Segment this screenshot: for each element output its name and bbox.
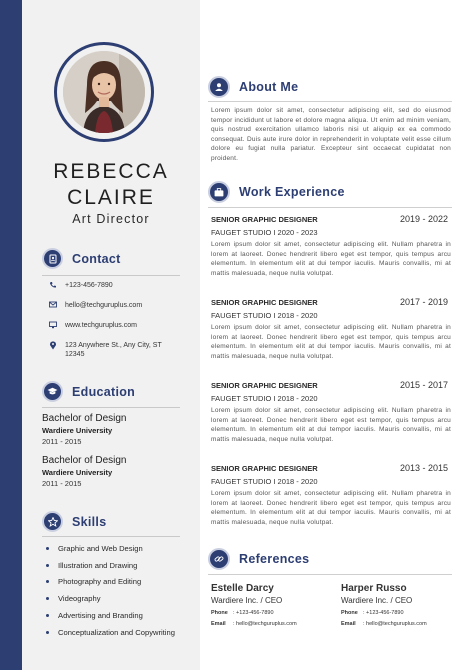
profile-photo [63, 51, 145, 133]
email-icon [48, 301, 58, 310]
phone-icon [48, 281, 58, 291]
education-item: Bachelor of Design Wardiere University 2011 - 2015 [42, 413, 127, 446]
job-description: Lorem ipsum dolor sit amet, consectetur adipiscing elit. Nullam pharetra in lorem at laoreet. Donec hendrerit libero eget est tempor, quis tempus arcu elementum. In elementum elit at dui tempor iaculis. Mauris convallis, mi at mattis malesuada, neque nulla volutpat. [211, 407, 451, 443]
job-title: SENIOR GRAPHIC DESIGNER [211, 298, 318, 307]
job-role: Art Director [72, 212, 150, 226]
education-item: Bachelor of Design Wardiere University 2011 - 2015 [42, 455, 127, 488]
skills-title: Skills [72, 514, 107, 529]
about-divider [208, 101, 452, 102]
monitor-icon [48, 321, 58, 331]
job-title: SENIOR GRAPHIC DESIGNER [211, 215, 318, 224]
list-item: Illustration and Drawing [46, 557, 175, 574]
first-name: REBECCA [53, 160, 169, 183]
job-years: 2013 - 2015 [399, 463, 448, 473]
sidebar [22, 0, 200, 670]
references-title: References [239, 552, 310, 566]
skills-list [46, 540, 175, 641]
location-pin-icon [48, 341, 58, 352]
education-divider [42, 407, 180, 408]
education-title: Education [72, 384, 136, 399]
about-text: Lorem ipsum dolor sit amet, consectetur adipiscing elit, sed do eiusmod tempor incididunt ut labore et dolore magna aliqua. Ut enim ad minim veniam, quis nostrud exercitation ullamco laboris nisi ut aliquip ex ea commodo consequat. Duis aute irure dolor in reprehenderit in voluptate velit esse cillum dolore eu fugiat nulla pariatur. Excepteur sint occaecat cupidatat non proident. [211, 107, 451, 162]
contact-heading [42, 248, 121, 269]
job-company: FAUGET STUDIO I 2018 - 2020 [211, 477, 318, 486]
experience-heading [208, 181, 345, 203]
list-item: Conceptualization and Copywriting [46, 624, 175, 641]
about-heading [208, 76, 298, 98]
job-description: Lorem ipsum dolor sit amet, consectetur adipiscing elit. Nullam pharetra in lorem at laoreet. Donec hendrerit libero eget est tempor, quis tempus arcu elementum. In elementum elit at dui tempor iaculis. Mauris convallis, mi at mattis malesuada, neque nulla volutpat. [211, 324, 451, 360]
job-title: SENIOR GRAPHIC DESIGNER [211, 381, 318, 390]
last-name: CLAIRE [67, 186, 155, 209]
reference-card: Estelle Darcy Wardiere Inc. / CEO Phone : +123-456-7890 Email : hello@techguruplus.com [211, 583, 297, 627]
skills-divider [42, 536, 180, 537]
education-heading [42, 381, 135, 402]
profile-photo-frame [54, 42, 154, 142]
job-company: FAUGET STUDIO I 2020 - 2023 [211, 228, 318, 237]
list-item: Videography [46, 590, 175, 607]
experience-divider [208, 207, 452, 208]
job-company: FAUGET STUDIO I 2018 - 2020 [211, 394, 318, 403]
list-item: Graphic and Web Design [46, 540, 175, 557]
graduation-cap-icon [42, 381, 63, 402]
star-icon [42, 511, 63, 532]
job-years: 2015 - 2017 [399, 380, 448, 390]
references-heading [208, 548, 309, 570]
main-content [200, 0, 474, 670]
contact-book-icon [42, 248, 63, 269]
list-item: Photography and Editing [46, 574, 175, 591]
contact-divider [42, 275, 180, 276]
skills-heading [42, 511, 106, 532]
contact-email: hello@techguruplus.com [48, 301, 165, 310]
job-years: 2017 - 2019 [399, 297, 448, 307]
reference-card: Harper Russo Wardiere Inc. / CEO Phone : +123-456-7890 Email : hello@techguruplus.com [341, 583, 427, 627]
job-years: 2019 - 2022 [399, 214, 448, 224]
briefcase-icon [208, 181, 230, 203]
references-divider [208, 574, 452, 575]
contact-title: Contact [72, 251, 121, 266]
link-icon [208, 548, 230, 570]
contact-phone: +123-456-7890 [48, 281, 165, 291]
contact-address: 123 Anywhere St., Any City, ST 12345 [48, 341, 165, 359]
job-company: FAUGET STUDIO I 2018 - 2020 [211, 311, 318, 320]
experience-title: Work Experience [239, 185, 345, 199]
job-description: Lorem ipsum dolor sit amet, consectetur adipiscing elit. Nullam pharetra in lorem at laoreet. Donec hendrerit libero eget est tempor, quis tempus arcu elementum. In elementum elit at dui tempor iaculis. Mauris convallis, mi at mattis malesuada, neque nulla volutpat. [211, 490, 451, 526]
accent-stripe [0, 0, 22, 670]
user-icon [208, 76, 230, 98]
about-title: About Me [239, 80, 299, 94]
contact-website: www.techguruplus.com [48, 321, 165, 331]
list-item: Advertising and Branding [46, 607, 175, 624]
job-title: SENIOR GRAPHIC DESIGNER [211, 464, 318, 473]
job-description: Lorem ipsum dolor sit amet, consectetur adipiscing elit. Nullam pharetra in lorem at laoreet. Donec hendrerit libero eget est tempor, quis tempus arcu elementum. In elementum elit at dui tempor iaculis. Mauris convallis, mi at mattis malesuada, neque nulla volutpat. [211, 241, 451, 277]
